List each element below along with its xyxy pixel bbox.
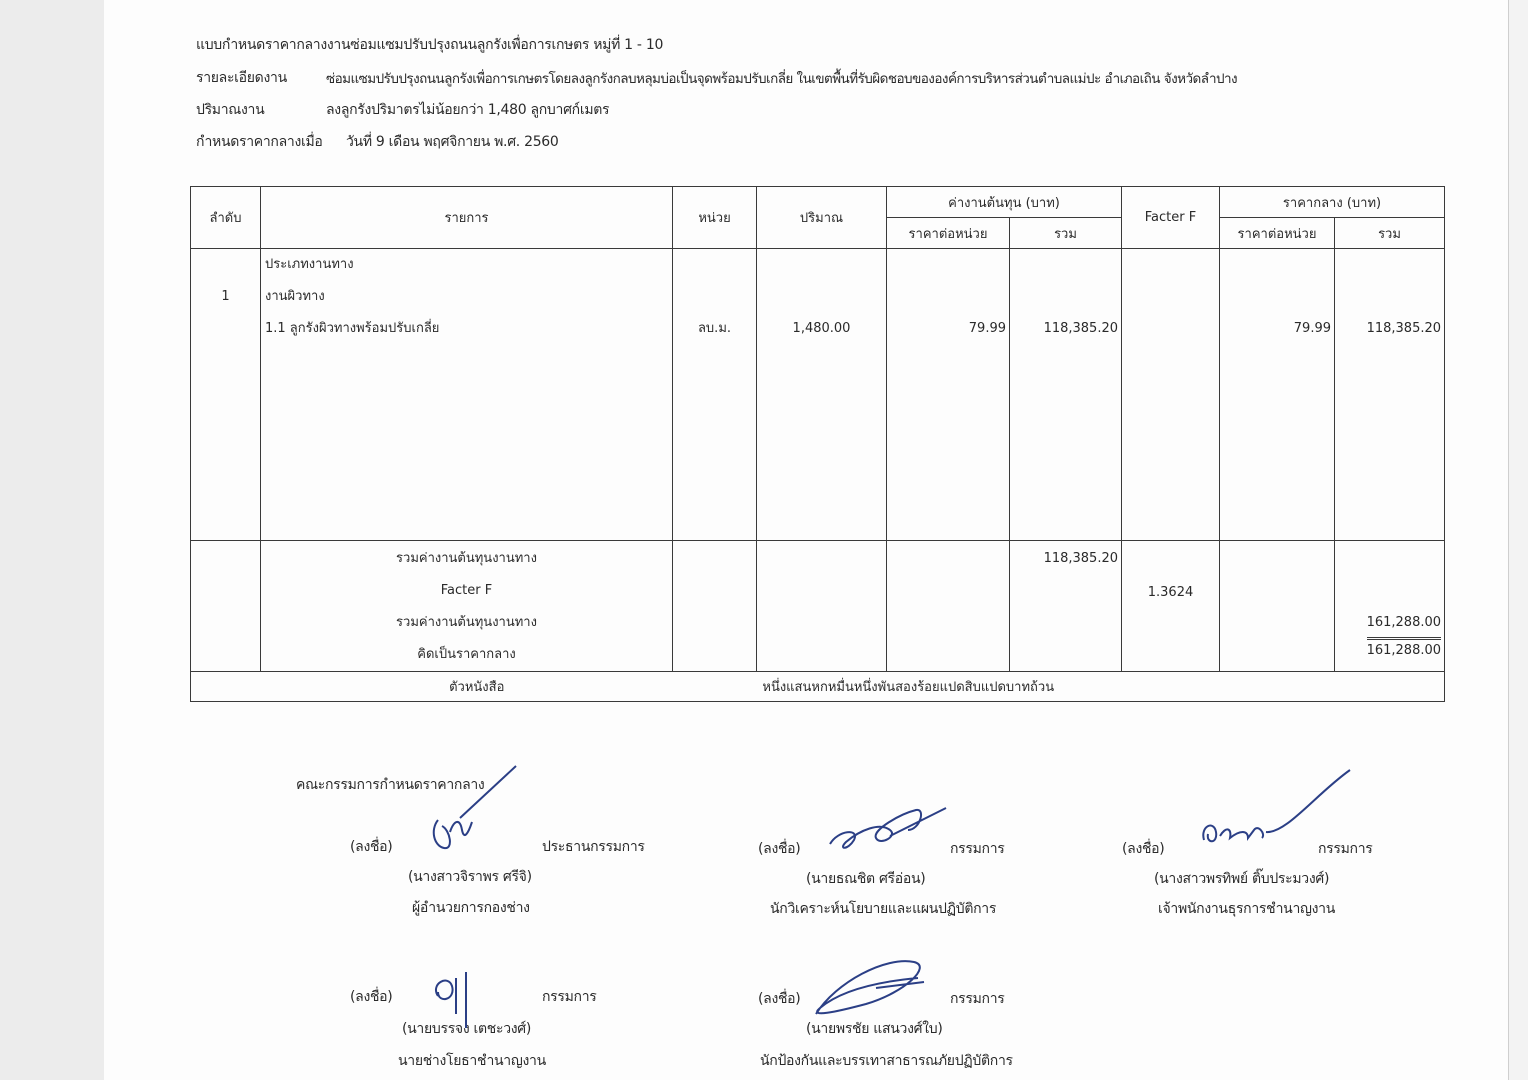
signature-3-icon xyxy=(1196,764,1356,854)
member-name-2: (นายธณชิต ศรีอ่อน) xyxy=(806,871,926,887)
member-position-5: นักป้องกันและบรรเทาสาธารณภัยปฏิบัติการ xyxy=(760,1053,1013,1069)
member-position-1: ผู้อำนวยการกองช่าง xyxy=(412,900,530,916)
member-position-4: นายช่างโยธาชำนาญงาน xyxy=(398,1053,546,1069)
header-mid-unit: ราคาต่อหน่วย xyxy=(1220,218,1335,249)
header-cost-unit: ราคาต่อหน่วย xyxy=(887,218,1010,249)
summary-cost-sum: 118,385.20 xyxy=(1043,551,1118,566)
row-mid-unit: 79.99 xyxy=(1293,321,1331,336)
header-mid-total: รวม xyxy=(1335,218,1445,249)
summary-total-mid: 161,288.00 xyxy=(1366,643,1442,658)
summary-factor: 1.3624 xyxy=(1147,585,1194,600)
role-2: กรรมการ xyxy=(950,841,1005,857)
header-qty: ปริมาณ xyxy=(757,187,887,249)
header-factor: Facter F xyxy=(1122,187,1220,249)
sign-label-5: (ลงชื่อ) xyxy=(758,991,801,1007)
signature-2-icon xyxy=(820,800,960,860)
date-label: กำหนดราคากลางเมื่อ xyxy=(196,134,323,150)
row-item-line2: งานผิวทาง xyxy=(265,289,325,304)
signature-1-icon xyxy=(420,760,530,860)
role-3: กรรมการ xyxy=(1318,841,1373,857)
text-row xyxy=(191,672,1445,702)
summary-total: 161,288.00 xyxy=(1367,609,1441,640)
header-item: รายการ xyxy=(261,187,673,249)
document-title: แบบกำหนดราคากลางงานซ่อมแซมปรับปรุงถนนลูกรังเพื่อการเกษตร หมู่ที่ 1 - 10 xyxy=(196,37,664,53)
text-row-value: หนึ่งแสนหกหมื่นหนึ่งพันสองร้อยแปดสิบแปดบาทถ้วน xyxy=(673,672,1445,702)
summary-row xyxy=(191,541,1445,672)
sign-label-2: (ลงชื่อ) xyxy=(758,841,801,857)
summary-label-4: คิดเป็นราคากลาง xyxy=(417,647,516,662)
summary-label-1: รวมค่างานต้นทุนงานทาง xyxy=(396,551,537,566)
row-unit: ลบ.ม. xyxy=(697,321,732,336)
header-unit: หน่วย xyxy=(673,187,757,249)
member-name-1: (นางสาวจิราพร ศรีจิ) xyxy=(408,869,532,885)
member-name-5: (นายพรชัย แสนวงศ์ใบ) xyxy=(806,1021,943,1037)
detail-label: รายละเอียดงาน xyxy=(196,70,287,86)
committee-title: คณะกรรมการกำหนดราคากลาง xyxy=(296,777,485,793)
date-value: วันที่ 9 เดือน พฤศจิกายน พ.ศ. 2560 xyxy=(346,134,559,150)
text-row-label: ตัวหนังสือ xyxy=(191,672,673,702)
header-mid-group: ราคากลาง (บาท) xyxy=(1220,187,1445,218)
summary-label-3: รวมค่างานต้นทุนงานทาง xyxy=(396,615,537,630)
sign-label-3: (ลงชื่อ) xyxy=(1122,841,1165,857)
row-mid-total: 118,385.20 xyxy=(1366,321,1442,336)
sign-label-1: (ลงชื่อ) xyxy=(350,839,393,855)
row-qty: 1,480.00 xyxy=(792,321,851,336)
signature-5-icon xyxy=(806,952,936,1026)
header-cost-total: รวม xyxy=(1010,218,1122,249)
table-row xyxy=(191,249,1445,541)
sign-label-4: (ลงชื่อ) xyxy=(350,989,393,1005)
summary-label-2: Facter F xyxy=(440,583,493,598)
price-table xyxy=(190,186,1445,702)
role-5: กรรมการ xyxy=(950,991,1005,1007)
row-cost-total: 118,385.20 xyxy=(1043,321,1118,336)
member-position-3: เจ้าพนักงานธุรการชำนาญงาน xyxy=(1158,901,1336,917)
role-4: กรรมการ xyxy=(542,989,597,1005)
detail-value: ซ่อมแซมปรับปรุงถนนลูกรังเพื่อการเกษตรโดยลงลูกรังกลบหลุมบ่อเป็นจุดพร้อมปรับเกลี่ย ในเขตพื้นที่รับผิดชอบขององค์การบริหารส่วนตำบลแม่ปะ อำเภอเถิน จังหวัดลำปาง xyxy=(326,71,1238,87)
role-1: ประธานกรรมการ xyxy=(542,839,645,855)
header-no: ลำดับ xyxy=(191,187,261,249)
row-item-line3: 1.1 ลูกรังผิวทางพร้อมปรับเกลี่ย xyxy=(265,321,440,336)
row-item-line1: ประเภทงานทาง xyxy=(265,257,354,272)
member-name-4: (นายบรรจง เตชะวงศ์) xyxy=(402,1021,532,1037)
row-cost-unit: 79.99 xyxy=(968,321,1006,336)
page-edge xyxy=(1508,0,1528,1080)
member-name-3: (นางสาวพรทิพย์ ติ๊บประมวงศ์) xyxy=(1154,871,1330,887)
row-no: 1 xyxy=(221,289,230,304)
quantity-label: ปริมาณงาน xyxy=(196,102,265,118)
quantity-value: ลงลูกรังปริมาตรไม่น้อยกว่า 1,480 ลูกบาศก์เมตร xyxy=(326,102,610,118)
header-cost-group: ค่างานต้นทุน (บาท) xyxy=(887,187,1122,218)
signature-4-icon xyxy=(426,966,486,1036)
member-position-2: นักวิเคราะห์นโยบายและแผนปฏิบัติการ xyxy=(770,901,997,917)
